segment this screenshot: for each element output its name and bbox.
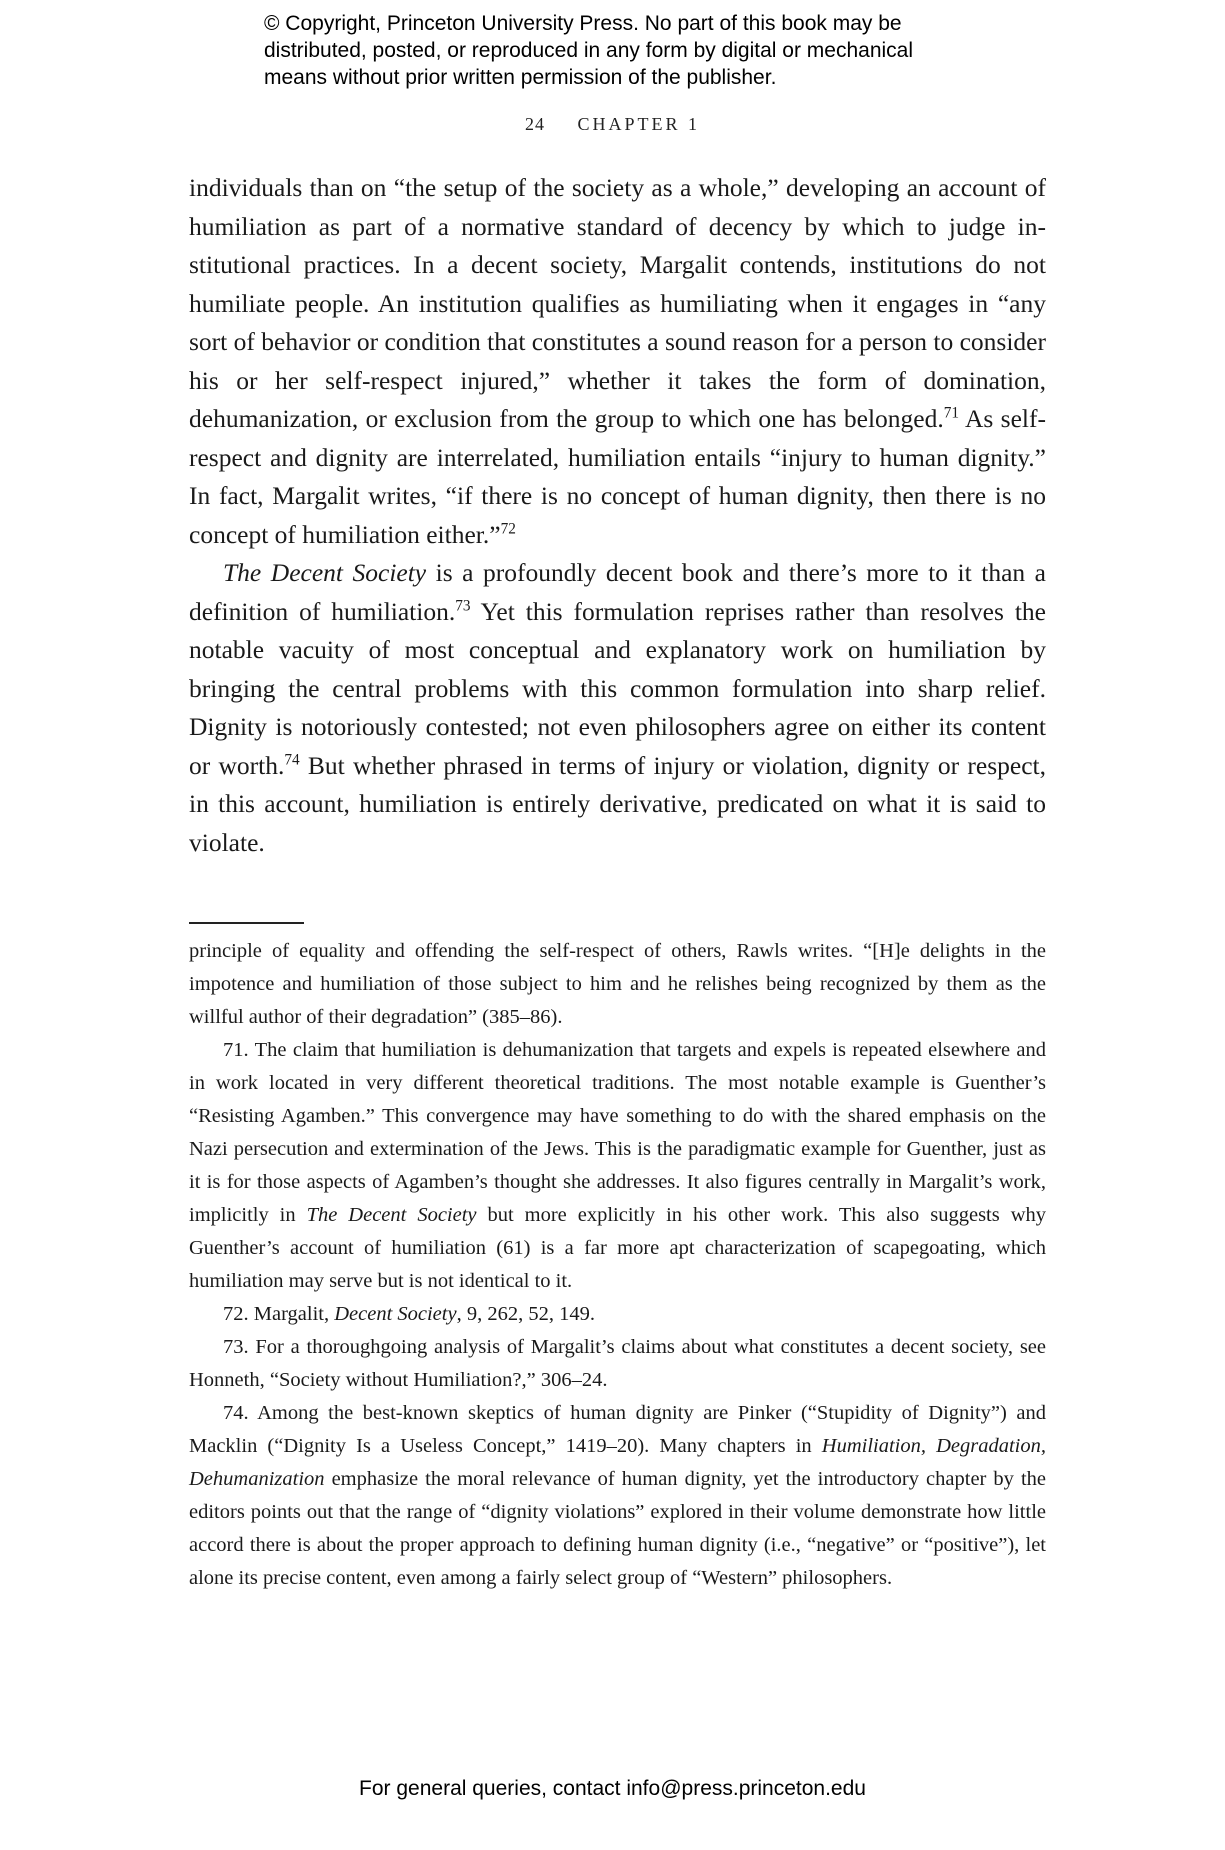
copyright-notice <box>264 10 1024 91</box>
page-number: 24 <box>524 114 545 134</box>
book-title: The Decent Society <box>223 558 427 587</box>
copyright-line: distributed, posted, or reproduced in any form by digital or mechanical <box>264 39 914 62</box>
copyright-line: means without prior written permission of the publisher. <box>264 66 777 89</box>
running-head <box>0 114 1225 135</box>
footnote-74: 74. Among the best-known skeptics of human dignity are Pinker (“Stupidity of Dignity”) and Macklin (“Dignity Is a Useless Concept,” 1419–20). Many chapters in Humiliation, Degradation, Dehumanization emphasize the moral relevance of human dignity, yet the introductory chapter by the editors points out that the range of “dignity violations” explored in their volume demonstrate how little accord there is about the proper approach to defining human dignity (i.e., “negative” or “positive”), let alone its precise content, even among a fairly select group of “Western” philosophers. <box>189 1402 1046 1589</box>
paragraph: The Decent Society is a profoundly decent book and there’s more to it than a definition of humiliation.$^{73}$ Yet this formulation reprises rather than resolves the notable vacuity of most conceptual and explanatory work on humiliation by bringing the central problems with this common formulation into sharp relief. Dignity is notoriously contested; not even philosophers agree on either its content or worth.$^{74}$ But whether phrased in terms of injury or violation, dignity or respect, in this account, humiliation is entirely derivative, predicated on what it is said to violate. <box>189 558 1047 857</box>
chapter-label: CHAPTER 1 <box>577 114 700 134</box>
copyright-line: © Copyright, Princeton University Press. No part of this book may be <box>264 12 902 35</box>
body-text <box>189 169 1046 862</box>
footnote-rule <box>189 922 304 924</box>
footnote-71: 71. The claim that humiliation is dehumanization that targets and expels is repeated elsewhere and in work located in very different theoretical traditions. The most notable example is Guenther’s “Resisting Agamben.” This convergence may have something to do with the shared emphasis on the Nazi persecution and extermination of the Jews. This is the paradigmatic example for Guenther, just as it is for those aspects of Agamben’s thought she addresses. It also figures centrally in Margalit’s work, implicitly in The Decent Society but more explicitly in his other work. This also suggests why Guenther’s account of humiliation (61) is a far more apt characterization of scapegoating, which humiliation may serve but is not identical to it. <box>189 1039 1046 1292</box>
contact-footer: For general queries, contact info@press.princeton.edu <box>359 1777 866 1800</box>
footnote-73: 73. For a thoroughgoing analysis of Margalit’s claims about what constitutes a decent society, see Honneth, “Society without Humiliation?,” 306–24. <box>189 1336 1046 1391</box>
paragraph: individuals than on “the setup of the society as a whole,” developing an account of humiliation as part of a normative standard of decency by which to judge institutional practices. In a decent society, Margalit contends, institutions do not humiliate people. An institution qualifies as humiliating when it engages in “any sort of behavior or condition that constitutes a sound reason for a person to consider his or her self-respect injured,” whether it takes the form of domination, dehumanization, or exclusion from the group to which one has belonged.$^{71}$ As self-respect and dignity are interrelated, humiliation entails “injury to human dignity.” In fact, Margalit writes, “if there is no concept of human dignity, then there is no concept of humiliation either.”$^{72}$ <box>189 173 1046 549</box>
footnote-ref: 71 <box>943 404 960 422</box>
footnote-continuation: principle of equality and offending the self-respect of others, Rawls writes. “[H]e delights in the impotence and humiliation of those subject to him and he relishes being recognized by them as the willful author of their degradation” (385–86). <box>189 940 1046 1028</box>
footnote-ref: 73 <box>455 597 471 614</box>
footnotes <box>189 935 1046 1595</box>
footnote-72: 72. Margalit, Decent Society, 9, 262, 52, 149. <box>223 1303 595 1325</box>
footnote-ref: 74 <box>284 751 300 768</box>
footnote-ref: 72 <box>500 520 516 537</box>
